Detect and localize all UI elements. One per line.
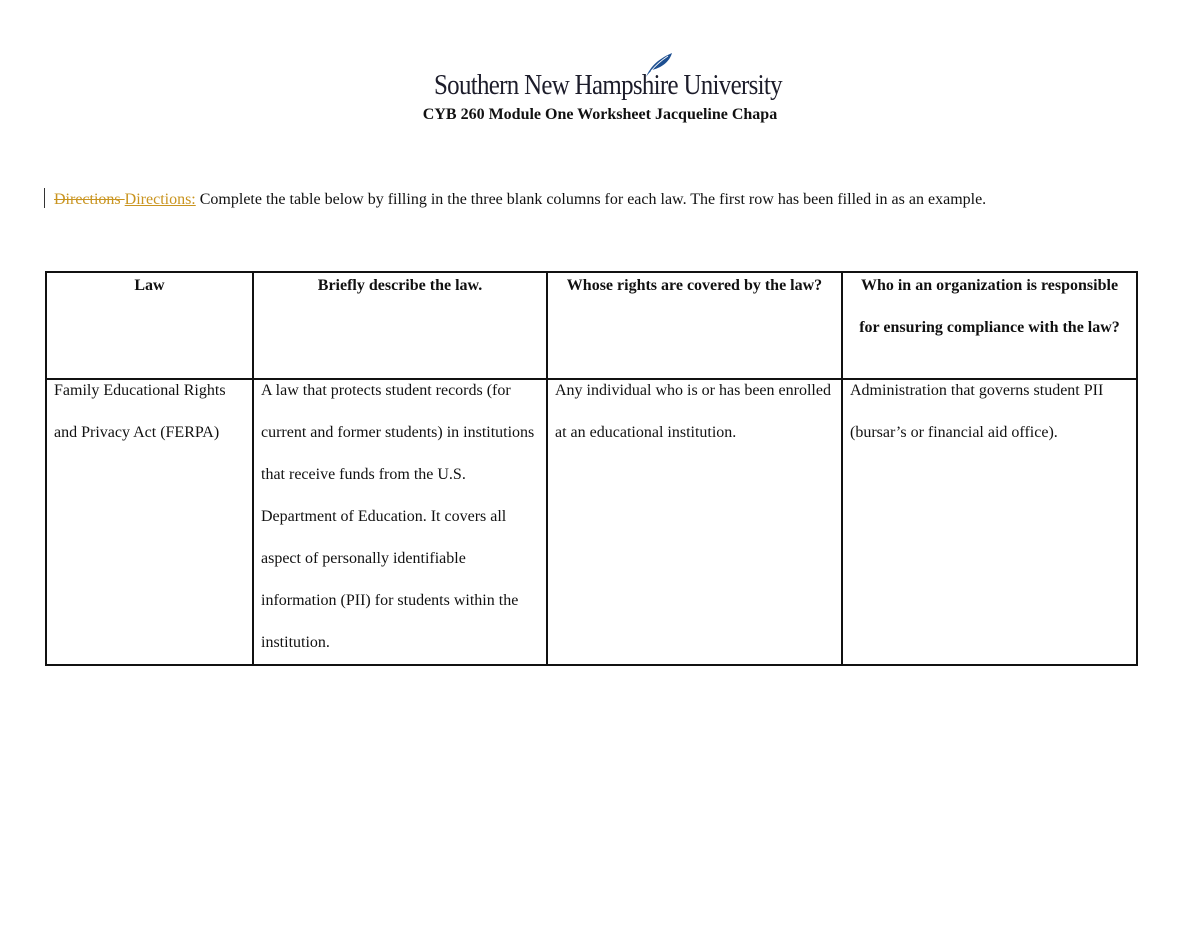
cell-law[interactable] — [46, 379, 253, 665]
cell-text: Any individual who is or has been enrolled at an educational institution. — [555, 382, 831, 441]
column-header-label: Briefly describe the law. — [317, 277, 483, 294]
feather-icon — [644, 52, 674, 78]
column-header-label: Who in an organization is responsible for ensuring compliance with the law? — [859, 277, 1120, 336]
cell-responsible[interactable] — [842, 379, 1137, 665]
university-logo — [434, 52, 782, 104]
cell-rights-covered[interactable] — [547, 379, 842, 665]
table-row — [46, 379, 1137, 665]
law-worksheet-table — [45, 271, 1138, 666]
track-change-bar — [44, 188, 45, 208]
column-header-label: Law — [134, 277, 165, 294]
column-header-rights-covered — [547, 272, 842, 379]
column-header-description — [253, 272, 547, 379]
directions-body: Complete the table below by filling in the three blank columns for each law. The first row has been filled in as an example. — [195, 191, 987, 208]
inserted-revision-text: Directions: — [124, 191, 196, 208]
logo-wordmark: Southern New Hampshire University — [434, 69, 782, 101]
table-header-row — [46, 272, 1137, 379]
cell-text: A law that protects student records (for current and former students) in institutions that receive funds from the U.S. Department of Education. It covers all aspect of personally identifiable information (PII) for students within the institution. — [261, 382, 535, 651]
document-title: CYB 260 Module One Worksheet Jacqueline Chapa — [422, 106, 778, 123]
cell-description[interactable] — [253, 379, 547, 665]
cell-text: Family Educational Rights and Privacy Act (FERPA) — [54, 382, 226, 441]
deleted-revision-text: Directions — [54, 191, 125, 208]
column-header-law — [46, 272, 253, 379]
directions-paragraph — [44, 188, 986, 211]
column-header-label: Whose rights are covered by the law? — [566, 277, 823, 294]
cell-text: Administration that governs student PII (bursar’s or financial aid office). — [850, 382, 1104, 441]
column-header-responsible — [842, 272, 1137, 379]
